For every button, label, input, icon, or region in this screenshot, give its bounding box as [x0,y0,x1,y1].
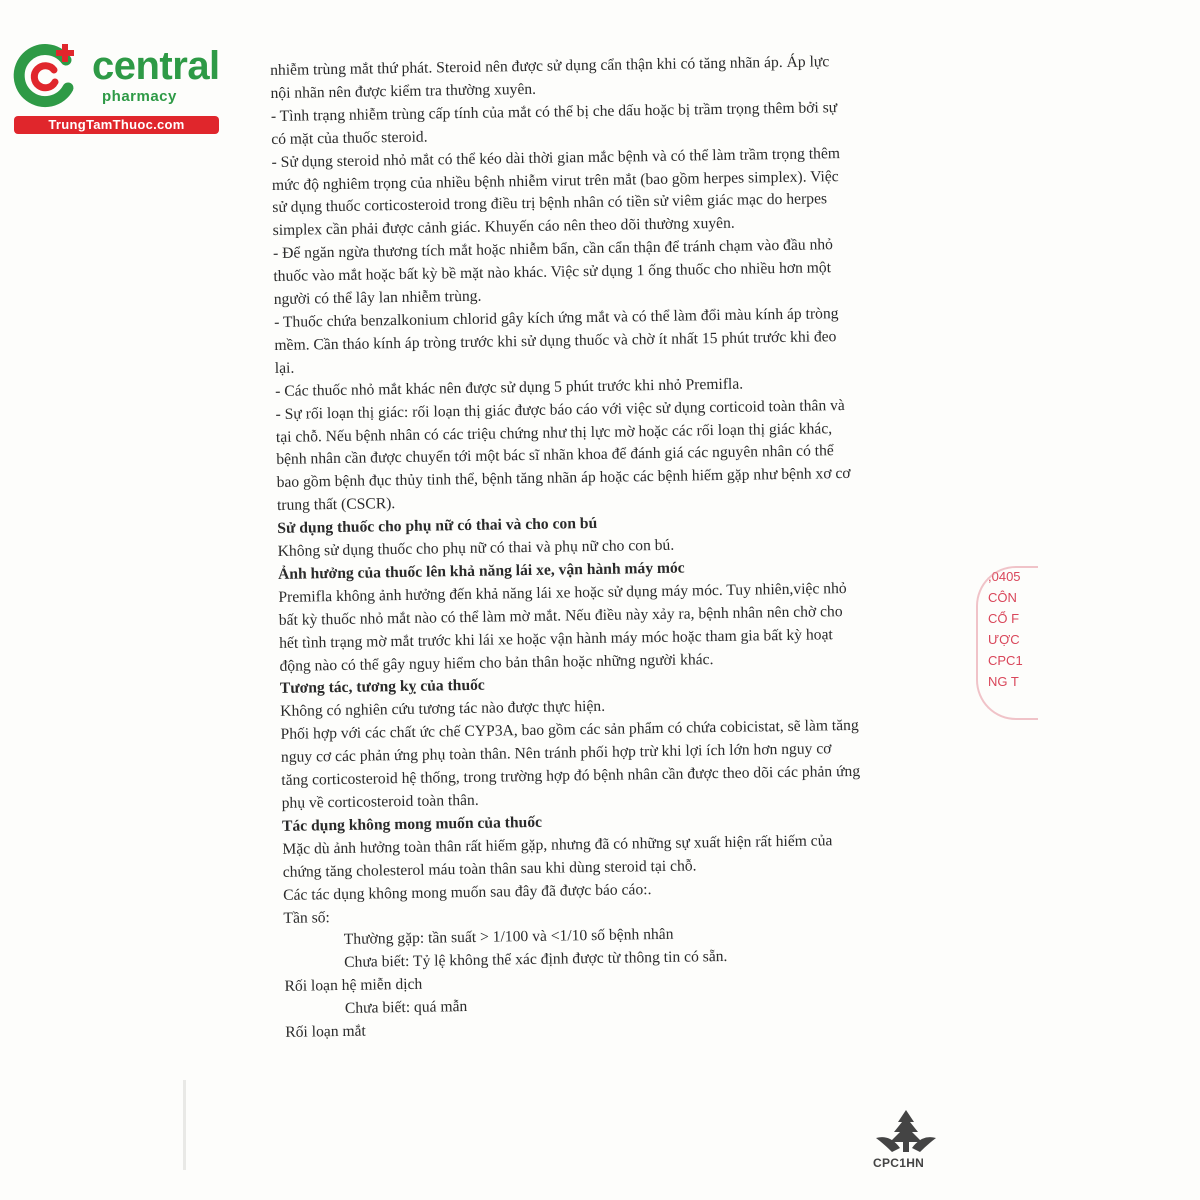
body-line: bệnh nhân cần được chuyển tới một bác sĩ nhãn khoa để đánh giá các nguyên nhân có thể [276,442,834,469]
driving-line: bất kỳ thuốc nhỏ mắt nào có thể làm mờ mắt. Nếu điều này xảy ra, bệnh nhân nên chờ cho [278,602,843,629]
body-line: - Sự rối loạn thị giác: rối loạn thị giác được báo cáo với việc sử dụng corticoid toàn thân và [275,396,845,423]
stamp-line: CÔN [988,590,1017,605]
body-line: - Sử dụng steroid nhỏ mắt có thể kéo dài thời gian mắc bệnh và có thể làm trầm trọng thêm [271,144,841,171]
scan-edge [183,1080,186,1170]
interactions-line: phụ về corticosteroid toàn thân. [281,791,479,812]
body-line: - Thuốc chứa benzalkonium chlorid gây kích ứng mắt và có thể làm đổi màu kính áp tròng [273,305,839,331]
immune-disorders: Rối loạn hệ miễn dịch [284,975,423,996]
frequency-common: Thường gặp: tần suất > 1/100 và <1/10 số bệnh nhân [343,926,674,949]
body-line: bao gồm bệnh đục thủy tinh thể, bệnh tăng nhãn áp hoặc các bệnh hiếm gặp như bệnh xơ cơ [276,465,851,492]
adverse-line: Tần số: [283,908,330,927]
body-line: nhiễm trùng mắt thứ phát. Steroid nên được sử dụng cẩn thận khi có tăng nhãn áp. Áp lực [270,53,830,79]
central-pharmacy-logo-icon [10,40,80,110]
logo-subtitle: pharmacy [102,88,177,105]
body-line: mềm. Cần tháo kính áp tròng trước khi sử dụng thuốc và chờ ít nhất 15 phút trước khi đeo [274,328,837,354]
interactions-line: nguy cơ các phản ứng phụ toàn thân. Nên tránh phối hợp trừ khi lợi ích lớn hơn nguy cơ [280,740,832,767]
body-line: thuốc vào mắt hoặc bất kỳ bề mặt nào khác. Việc sử dụng 1 ống thuốc cho nhiều hơn một [273,259,832,286]
heading-adverse-effects: Tác dụng không mong muốn của thuốc [281,813,543,835]
heading-pregnancy: Sử dụng thuốc cho phụ nữ có thai và cho con bú [277,515,598,538]
interactions-line: Phối hợp với các chất ức chế CYP3A, bao gồm các sản phẩm có chứa cobicistat, sẽ làm tăng [280,717,859,744]
frequency-unknown: Chưa biết: Tỷ lệ không thể xác định được từ thông tin có sẵn. [344,948,728,972]
body-line: simplex cần phải được cảnh giác. Khuyến cáo nên theo dõi thường xuyên. [272,215,735,240]
body-line: nội nhãn nên được kiểm tra thường xuyên. [270,80,537,102]
adverse-line: Các tác dụng không mong muốn sau đây đã được báo cáo:. [282,880,652,904]
eye-disorders: Rối loạn mắt [285,1022,366,1041]
body-line: tại chỗ. Nếu bệnh nhân có các triệu chứng như thị lực mờ hoặc các rối loạn thị giác khác, [275,419,833,446]
interactions-line: Không có nghiên cứu tương tác nào được thực hiện. [280,698,606,721]
immune-item: Chưa biết: quá mẫn [344,998,468,1018]
adverse-line: chứng tăng cholesterol máu toàn thân sau khi dùng steroid tại chỗ. [282,857,697,881]
body-line: sử dụng thuốc corticosteroid trong điều trị bệnh nhân có tiền sử viêm giác mạc do herpes [272,190,828,217]
driving-line: hết tình trạng mờ mắt trước khi lái xe hoặc vận hành máy móc hoặc tham gia bất kỳ hoạt [279,625,833,652]
stamp-line: ƯỢC [988,632,1020,647]
body-line: mức độ nghiêm trọng của nhiều bệnh nhiễm virut trên mắt (bao gồm herpes simplex). Việc [271,167,839,194]
body-line: có mặt của thuốc steroid. [271,128,428,148]
pregnancy-text: Không sử dụng thuốc cho phụ nữ có thai và phụ nữ cho con bú. [277,536,675,560]
heading-interactions: Tương tác, tương kỵ của thuốc [279,677,485,698]
stamp-line: ,0405 [988,569,1021,584]
stamp-line: NG T [988,674,1019,689]
footer-logo-text: CPC1HN [873,1156,925,1170]
body-line: - Để ngăn ngừa thương tích mắt hoặc nhiễm bẩn, cần cẩn thận để tránh chạm vào đầu nhỏ [272,236,834,263]
logo-name: central [92,44,220,88]
body-line: - Tình trạng nhiễm trùng cấp tính của mắt có thể bị che dấu hoặc bị trầm trọng thêm bởi sự [270,98,838,125]
driving-line: động nào có thể gây nguy hiểm cho bản thân hoặc những người khác. [279,650,714,675]
body-line: lại. [274,359,295,377]
stamp-line: CPC1 [988,653,1023,668]
body-line: trung thất (CSCR). [276,495,396,515]
body-line: - Các thuốc nhỏ mắt khác nên được sử dụng 5 phút trước khi nhỏ Premifla. [275,375,744,400]
red-stamp [982,566,1022,716]
driving-line: Premifla không ảnh hưởng đến khả năng lái xe hoặc sử dụng máy móc. Tuy nhiên,việc nhỏ [278,579,847,606]
document-page [270,50,935,1045]
interactions-line: tăng corticosteroid hệ thống, trong trường hợp đó bệnh nhân cần được theo dõi các phản ứng [281,762,861,790]
stamp-line: CỔ F [988,611,1020,626]
logo-site-link[interactable]: TrungTamThuoc.com [14,116,219,134]
adverse-line: Mặc dù ảnh hưởng toàn thân rất hiếm gặp, nhưng đã có những sự xuất hiện rất hiếm của [282,832,833,858]
heading-driving: Ảnh hưởng của thuốc lên khả năng lái xe, vận hành máy móc [277,559,685,583]
body-line: người có thể lây lan nhiễm trùng. [273,287,482,309]
brand-logo[interactable] [10,38,230,138]
stamp-arc [976,566,1038,720]
